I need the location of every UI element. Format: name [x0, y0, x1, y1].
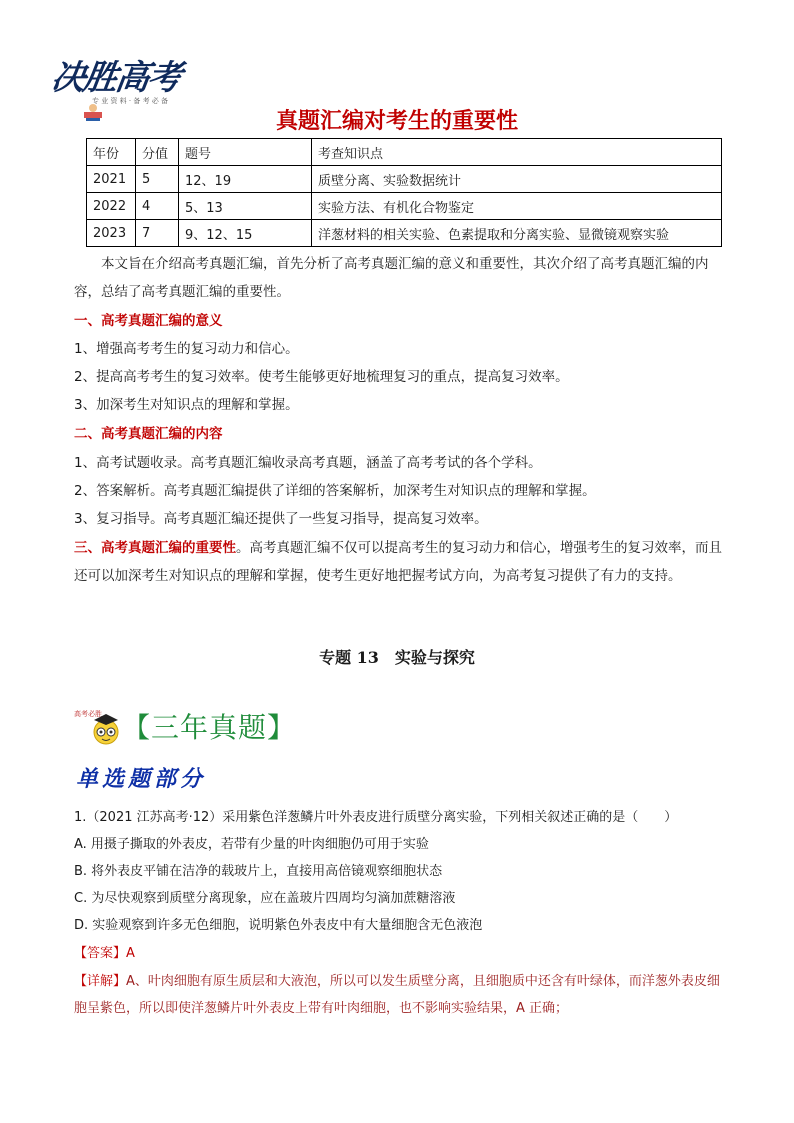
table-cell: 7 [136, 220, 179, 247]
topic-title: 专题 13 实验与探究 [319, 648, 475, 667]
answer-line [74, 940, 734, 967]
importance-paragraph [74, 534, 722, 590]
section-heading-meaning: 一、高考真题汇编的意义 [74, 313, 223, 329]
list-item: 3、加深考生对知识点的理解和掌握。 [74, 397, 299, 413]
option-b: B. 将外表皮平铺在洁净的载玻片上，直接用高倍镜观察细胞状态 [74, 864, 443, 879]
analysis-label: 【详解】 [74, 974, 127, 989]
table-cell: 2021 [87, 166, 136, 193]
logo-subtitle: 专 业 资 料 · 备 考 必 备 [92, 97, 169, 105]
list-item: 2、提高高考考生的复习效率。使考生能够更好地梳理复习的重点，提高复习效率。 [74, 369, 569, 385]
graduate-emoji-icon [74, 706, 120, 746]
logo-text: 决胜高考 [48, 58, 183, 98]
header-cell: 分值 [136, 139, 179, 166]
table-cell: 5 [136, 166, 179, 193]
option-d: D. 实验观察到许多无色细胞，说明紫色外表皮中有大量细胞含无色液泡 [74, 918, 483, 933]
table-cell: 洋葱材料的相关实验、色素提取和分离实验、显微镜观察实验 [312, 220, 722, 247]
list-item: 3、复习指导。高考真题汇编还提供了一些复习指导，提高复习效率。 [74, 511, 488, 527]
section-label-single-choice: 单选题部分 [76, 766, 207, 792]
question-stem: 1.（2021 江苏高考·12）采用紫色洋葱鳞片叶外表皮进行质壁分离实验，下列相关叙述正确的是（ ） [74, 810, 678, 825]
intro-paragraph: 本文旨在介绍高考真题汇编，首先分析了高考真题汇编的意义和重要性，其次介绍了高考真题汇编的内容，总结了高考真题汇编的重要性。 [74, 256, 709, 300]
header-cell: 考查知识点 [312, 139, 722, 166]
answer-value: A [126, 946, 135, 961]
table-row [87, 166, 722, 193]
table-cell: 9、12、15 [179, 220, 312, 247]
analysis-text: A、叶肉细胞有原生质层和大液泡，所以可以发生质壁分离，且细胞质中还含有叶绿体，而洋葱外表皮细胞呈紫色，所以即使洋葱鳞片叶外表皮上带有叶肉细胞，也不影响实验结果，A 正确； [74, 974, 720, 1016]
three-year-label: 【三年真题】 [122, 711, 297, 744]
analysis-paragraph [74, 968, 724, 1022]
importance-body: 。高考真题汇编不仅可以提高考生的复习动力和信心，增强考生的复习效率，而且还可以加深考生对知识点的理解和掌握，使考生更好地把握考试方向，为高考复习提供了有力的支持。 [74, 540, 722, 584]
header-cell: 题号 [179, 139, 312, 166]
list-item: 2、答案解析。高考真题汇编提供了详细的答案解析，加深考生对知识点的理解和掌握。 [74, 483, 596, 499]
table-cell: 实验方法、有机化合物鉴定 [312, 193, 722, 220]
table-header-row [87, 139, 722, 166]
table-cell: 5、13 [179, 193, 312, 220]
page-title: 真题汇编对考生的重要性 [275, 109, 518, 134]
three-year-banner [74, 704, 334, 748]
option-a: A. 用摄子撕取的外表皮，若带有少量的叶肉细胞仍可用于实验 [74, 837, 429, 852]
table-row [87, 220, 722, 247]
table-row [87, 193, 722, 220]
table-cell: 4 [136, 193, 179, 220]
list-item: 1、增强高考考生的复习动力和信心。 [74, 341, 299, 357]
exam-overview-table [86, 138, 722, 247]
header-cell: 年份 [87, 139, 136, 166]
table-cell: 2022 [87, 193, 136, 220]
option-c: C. 为尽快观察到质壁分离现象，应在盖玻片四周均匀滴加蔗糖溶液 [74, 891, 456, 906]
table-cell: 2023 [87, 220, 136, 247]
table-cell: 质壁分离、实验数据统计 [312, 166, 722, 193]
list-item: 1、高考试题收录。高考真题汇编收录高考真题，涵盖了高考考试的各个学科。 [74, 455, 542, 471]
section-heading-content: 二、高考真题汇编的内容 [74, 426, 223, 442]
answer-label: 【答案】 [74, 946, 127, 961]
section-heading-importance: 三、高考真题汇编的重要性 [74, 540, 236, 556]
badge-text: 高考必胜 [74, 710, 102, 718]
table-cell: 12、19 [179, 166, 312, 193]
